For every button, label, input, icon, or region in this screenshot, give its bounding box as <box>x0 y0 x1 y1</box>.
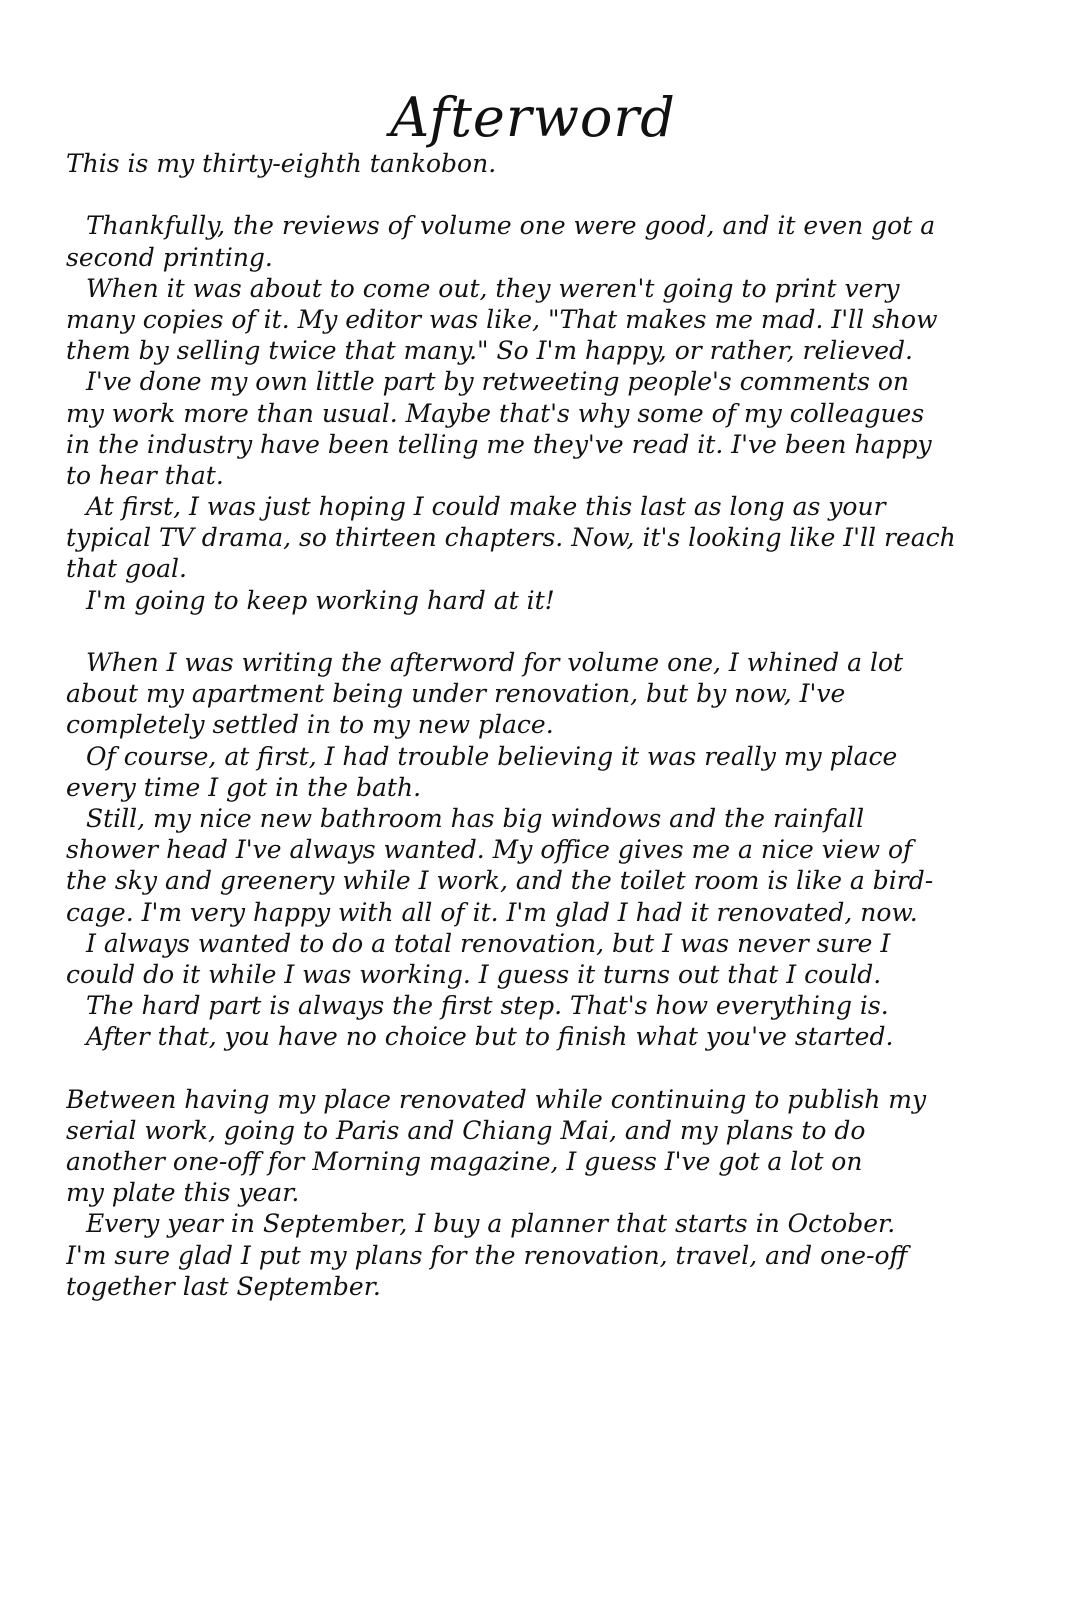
text-line: second printing. <box>66 242 273 272</box>
text-line: in the industry have been telling me they've read it. I've been happy <box>66 429 932 459</box>
text-line: my work more than usual. Maybe that's why some of my colleagues <box>66 398 925 428</box>
text-line: my plate this year. <box>66 1178 300 1208</box>
text-line: When it was about to come out, they weren't going to print very <box>86 273 900 303</box>
text-line: the sky and greenery while I work, and the toilet room is like a bird- <box>66 866 934 896</box>
text-line: cage. I'm very happy with all of it. I'm glad I had it renovated, now. <box>66 897 918 927</box>
text-line: another one-off for Morning magazine, I guess I've got a lot on <box>66 1147 863 1176</box>
text-line: I always wanted to do a total renovation, but I was never sure I <box>86 928 891 958</box>
text-line: Every year in September, I buy a planner that starts in October. <box>86 1209 896 1239</box>
text-line: many copies of it. My editor was like, "That makes me mad. I'll show <box>66 304 938 334</box>
text-line: them by selling twice that many." So I'm happy, or rather, relieved. <box>66 336 913 366</box>
text-line: Of course, at first, I had trouble believing it was really my place <box>86 741 898 771</box>
text-line: could do it while I was working. I guess it turns out that I could. <box>66 959 882 989</box>
page-title: Afterword <box>390 86 676 149</box>
text-line: completely settled in to my new place. <box>66 710 554 740</box>
text-line: Still, my nice new bathroom has big windows and the rainfall <box>86 803 865 833</box>
text-line: about my apartment being under renovation, but by now, I've <box>66 679 846 709</box>
paragraph-gap <box>66 616 996 647</box>
text-line: every time I got in the bath. <box>66 772 422 802</box>
text-line: shower head I've always wanted. My office gives me a nice view of <box>66 835 913 865</box>
text-line: When I was writing the afterword for volume one, I whined a lot <box>86 648 904 677</box>
text-line: Between having my place renovated while continuing to publish my <box>66 1084 927 1114</box>
text-line: serial work, going to Paris and Chiang Mai, and my plans to do <box>66 1115 866 1145</box>
afterword-body <box>66 148 996 1302</box>
text-line: At first, I was just hoping I could make this last as long as your <box>86 492 886 522</box>
text-line: The hard part is always the first step. That's how everything is. <box>86 991 889 1021</box>
text-line: I'm going to keep working hard at it! <box>86 585 555 615</box>
text-line: I'm sure glad I put my plans for the renovation, travel, and one-off <box>66 1240 908 1270</box>
paragraph-gap <box>66 179 996 210</box>
text-line: I've done my own little part by retweeting people's comments on <box>86 367 910 397</box>
text-line: to hear that. <box>66 460 224 490</box>
text-line: that goal. <box>66 554 187 584</box>
text-line: together last September. <box>66 1271 381 1301</box>
text-line: This is my thirty-eighth tankobon. <box>66 149 497 178</box>
paragraph-gap <box>66 1052 996 1083</box>
text-line: Thankfully, the reviews of volume one were good, and it even got a <box>86 211 936 241</box>
text-line: After that, you have no choice but to finish what you've started. <box>86 1022 894 1052</box>
text-line: typical TV drama, so thirteen chapters. Now, it's looking like I'll reach <box>66 523 956 553</box>
